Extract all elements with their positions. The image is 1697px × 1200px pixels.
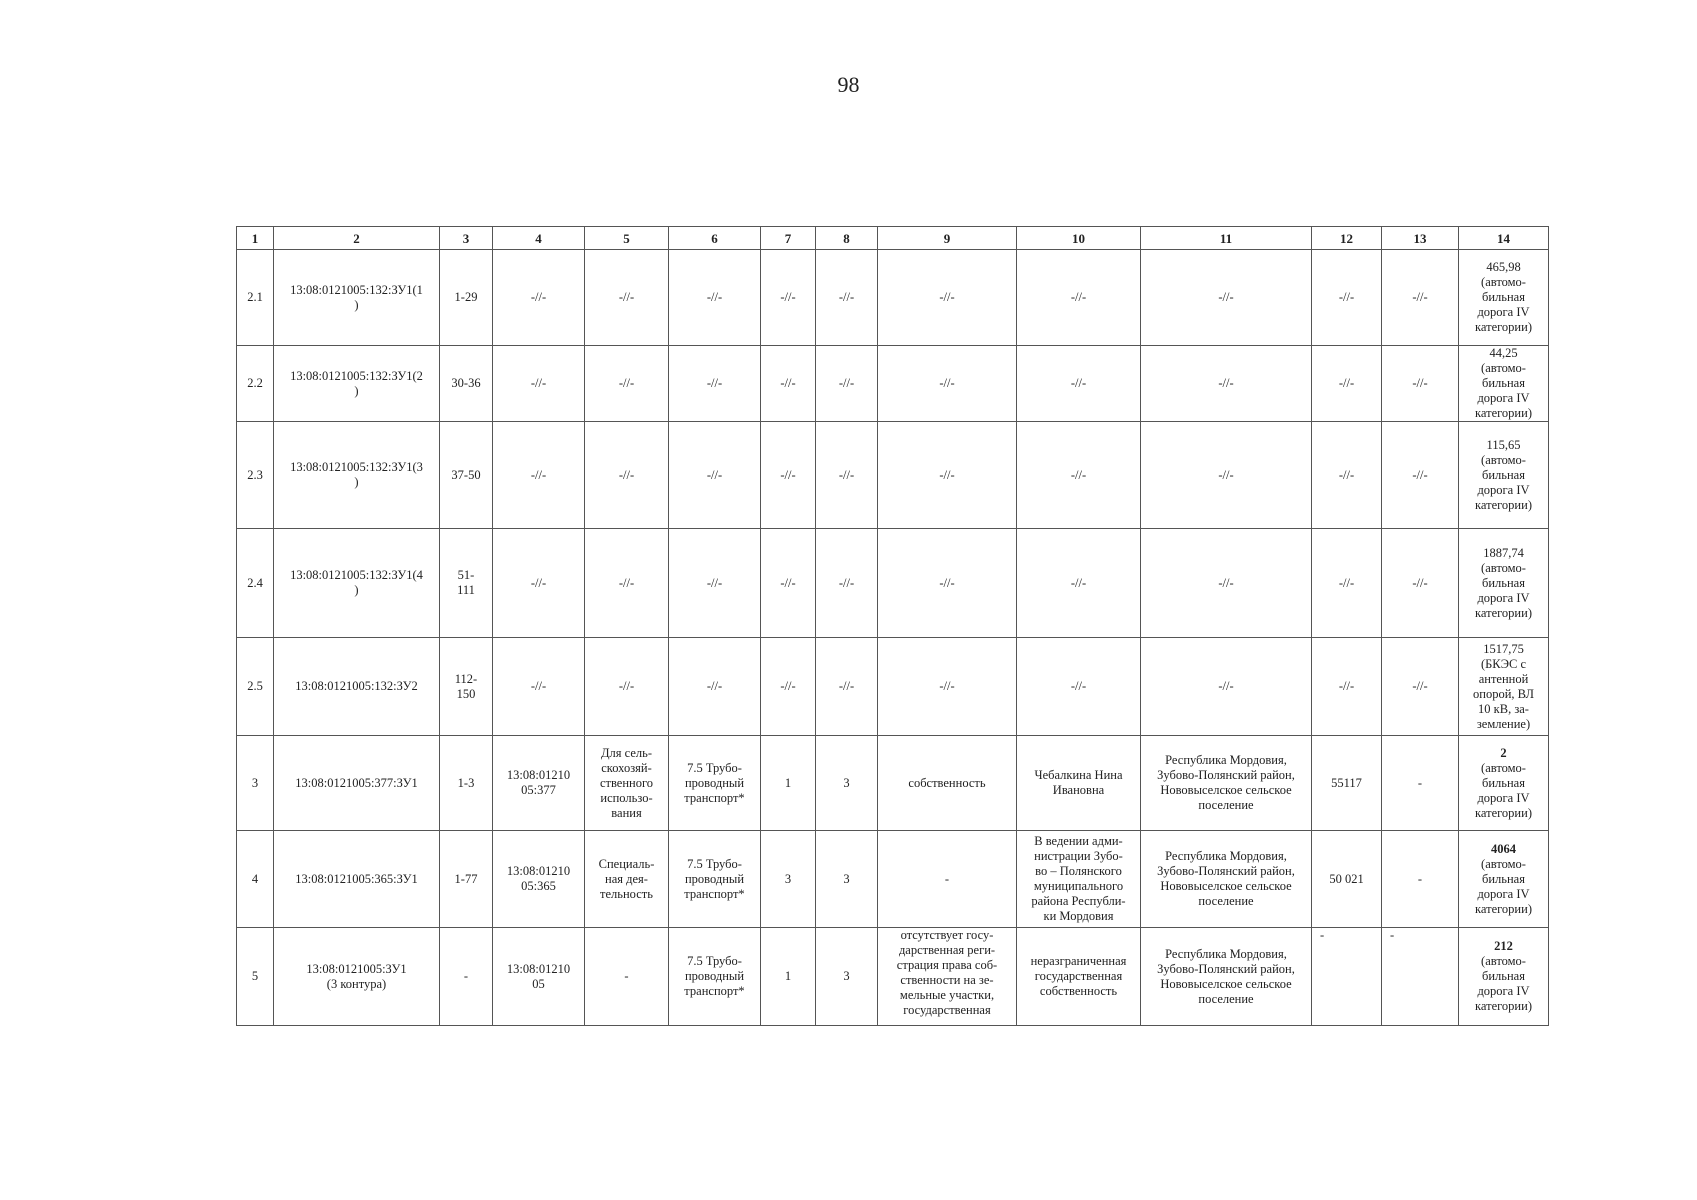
col13-value-cell: - [1382, 831, 1459, 928]
owner-cell: Чебалкина Нина Ивановна [1017, 736, 1141, 831]
encumbrance-area-cell [1459, 831, 1549, 928]
encumbrance-description: (БКЭС с антенной опорой, ВЛ 10 кВ, за- земление) [1473, 656, 1534, 731]
land-plots-table [236, 226, 1549, 1026]
column-header-14: 14 [1459, 227, 1549, 250]
encumbrance-description: (автомо- бильная дорога IV категории) [1475, 275, 1532, 334]
col13-value-cell: -//- [1382, 346, 1459, 422]
right-type-cell: собственность [878, 736, 1017, 831]
right-type-cell: -//- [878, 422, 1017, 529]
area-cell: -//- [1312, 529, 1382, 638]
point-range-cell: - [440, 928, 493, 1026]
col8-value-cell: 3 [816, 831, 878, 928]
right-type-cell: -//- [878, 529, 1017, 638]
location-cell: -//- [1141, 638, 1312, 736]
col8-value-cell: 3 [816, 928, 878, 1026]
land-use-cell: Специаль- ная дея- тельность [585, 831, 669, 928]
permitted-use-cell: 7.5 Трубо- проводный транспорт* [669, 736, 761, 831]
col7-value-cell: 1 [761, 736, 816, 831]
col7-value-cell: -//- [761, 250, 816, 346]
cadastral-number-cell: 13:08:0121005:365:ЗУ1 [274, 831, 440, 928]
location-cell: Республика Мордовия, Зубово-Полянский район, Нововыселское сельское поселение [1141, 736, 1312, 831]
land-use-cell: -//- [585, 638, 669, 736]
row-number-cell: 2.2 [237, 346, 274, 422]
column-header-6: 6 [669, 227, 761, 250]
owner-cell: неразграниченная государственная собственность [1017, 928, 1141, 1026]
land-use-cell: Для сель- скохозяй- ственного использо- вания [585, 736, 669, 831]
column-header-12: 12 [1312, 227, 1382, 250]
parent-plot-cell: -//- [493, 346, 585, 422]
area-cell: - [1312, 928, 1382, 1026]
col8-value-cell: -//- [816, 346, 878, 422]
location-cell: -//- [1141, 529, 1312, 638]
column-header-13: 13 [1382, 227, 1459, 250]
point-range-cell: 1-29 [440, 250, 493, 346]
permitted-use-cell: 7.5 Трубо- проводный транспорт* [669, 831, 761, 928]
col13-value-cell: -//- [1382, 638, 1459, 736]
table-row [237, 422, 1549, 529]
col13-value-cell: -//- [1382, 422, 1459, 529]
encumbrance-area-value: 115,65 [1486, 437, 1521, 452]
column-header-10: 10 [1017, 227, 1141, 250]
area-cell: -//- [1312, 422, 1382, 529]
permitted-use-cell: -//- [669, 346, 761, 422]
col13-value-cell: -//- [1382, 529, 1459, 638]
col7-value-cell: -//- [761, 638, 816, 736]
table-row [237, 928, 1549, 1026]
location-cell: Республика Мордовия, Зубово-Полянский район, Нововыселское сельское поселение [1141, 831, 1312, 928]
location-cell: -//- [1141, 346, 1312, 422]
permitted-use-cell: -//- [669, 529, 761, 638]
encumbrance-area-value: 212 [1494, 939, 1513, 953]
parent-plot-cell: -//- [493, 422, 585, 529]
point-range-cell: 1-77 [440, 831, 493, 928]
cadastral-number-cell: 13:08:0121005:ЗУ1 (3 контура) [274, 928, 440, 1026]
owner-cell: В ведении адми- нистрации Зубо- во – Полянского муниципального района Республи- ки Мордовия [1017, 831, 1141, 928]
encumbrance-area-value: 1517,75 [1483, 641, 1524, 656]
encumbrance-description: (автомо- бильная дорога IV категории) [1475, 856, 1532, 916]
area-cell: -//- [1312, 346, 1382, 422]
location-cell: Республика Мордовия, Зубово-Полянский район, Нововыселское сельское поселение [1141, 928, 1312, 1026]
owner-cell: -//- [1017, 346, 1141, 422]
row-number-cell: 2.1 [237, 250, 274, 346]
land-use-cell: - [585, 928, 669, 1026]
cadastral-number-cell: 13:08:0121005:132:ЗУ2 [274, 638, 440, 736]
col8-value-cell: 3 [816, 736, 878, 831]
column-header-7: 7 [761, 227, 816, 250]
right-type-cell: -//- [878, 346, 1017, 422]
encumbrance-area-cell [1459, 346, 1549, 422]
row-number-cell: 5 [237, 928, 274, 1026]
land-use-cell: -//- [585, 422, 669, 529]
location-cell: -//- [1141, 422, 1312, 529]
row-number-cell: 2.5 [237, 638, 274, 736]
cadastral-number-cell: 13:08:0121005:132:ЗУ1(4 ) [274, 529, 440, 638]
row-number-cell: 4 [237, 831, 274, 928]
point-range-cell: 51- 111 [440, 529, 493, 638]
land-use-cell: -//- [585, 250, 669, 346]
cadastral-number-cell: 13:08:0121005:377:ЗУ1 [274, 736, 440, 831]
encumbrance-description: (автомо- бильная дорога IV категории) [1475, 452, 1532, 512]
encumbrance-area-cell [1459, 422, 1549, 529]
encumbrance-description: (автомо- бильная дорога IV категории) [1475, 760, 1532, 820]
column-header-11: 11 [1141, 227, 1312, 250]
land-use-cell: -//- [585, 529, 669, 638]
encumbrance-area-value: 4064 [1491, 841, 1516, 856]
point-range-cell: 37-50 [440, 422, 493, 529]
point-range-cell: 1-3 [440, 736, 493, 831]
col8-value-cell: -//- [816, 638, 878, 736]
column-header-4: 4 [493, 227, 585, 250]
encumbrance-area-value: 2 [1500, 745, 1507, 760]
table-row [237, 529, 1549, 638]
col8-value-cell: -//- [816, 422, 878, 529]
owner-cell: -//- [1017, 422, 1141, 529]
point-range-cell: 112- 150 [440, 638, 493, 736]
parent-plot-cell: -//- [493, 250, 585, 346]
parent-plot-cell: 13:08:01210 05 [493, 928, 585, 1026]
encumbrance-area-cell [1459, 250, 1549, 346]
encumbrance-area-cell [1459, 736, 1549, 831]
encumbrance-description: (автомо- бильная дорога IV категории) [1475, 954, 1532, 1013]
area-cell: 55117 [1312, 736, 1382, 831]
right-type-cell: отсутствует госу- дарственная реги- страция права соб- ственности на зе- мельные участки, государственная [878, 928, 1017, 1026]
right-type-cell: -//- [878, 250, 1017, 346]
permitted-use-cell: -//- [669, 638, 761, 736]
col13-value-cell: -//- [1382, 250, 1459, 346]
column-header-5: 5 [585, 227, 669, 250]
table-row [237, 831, 1549, 928]
row-number-cell: 2.3 [237, 422, 274, 529]
right-type-cell: - [878, 831, 1017, 928]
column-header-1: 1 [237, 227, 274, 250]
encumbrance-description: (автомо- бильная дорога IV категории) [1475, 361, 1532, 420]
header-row [237, 227, 1549, 250]
point-range-cell: 30-36 [440, 346, 493, 422]
table-row [237, 250, 1549, 346]
permitted-use-cell: -//- [669, 422, 761, 529]
owner-cell: -//- [1017, 529, 1141, 638]
location-cell: -//- [1141, 250, 1312, 346]
col8-value-cell: -//- [816, 250, 878, 346]
encumbrance-area-value: 1887,74 [1483, 545, 1524, 560]
col13-value-cell: - [1382, 928, 1459, 1026]
permitted-use-cell: 7.5 Трубо- проводный транспорт* [669, 928, 761, 1026]
encumbrance-area-cell [1459, 529, 1549, 638]
owner-cell: -//- [1017, 250, 1141, 346]
encumbrance-area-cell [1459, 638, 1549, 736]
col7-value-cell: -//- [761, 346, 816, 422]
parent-plot-cell: -//- [493, 529, 585, 638]
permitted-use-cell: -//- [669, 250, 761, 346]
cadastral-number-cell: 13:08:0121005:132:ЗУ1(2 ) [274, 346, 440, 422]
col7-value-cell: -//- [761, 529, 816, 638]
area-cell: 50 021 [1312, 831, 1382, 928]
page-number: 98 [837, 72, 860, 97]
land-use-cell: -//- [585, 346, 669, 422]
col7-value-cell: -//- [761, 422, 816, 529]
table-row [237, 638, 1549, 736]
column-header-8: 8 [816, 227, 878, 250]
column-header-2: 2 [274, 227, 440, 250]
column-header-3: 3 [440, 227, 493, 250]
cadastral-number-cell: 13:08:0121005:132:ЗУ1(3 ) [274, 422, 440, 529]
col7-value-cell: 1 [761, 928, 816, 1026]
column-header-9: 9 [878, 227, 1017, 250]
area-cell: -//- [1312, 250, 1382, 346]
encumbrance-area-value: 465,98 [1486, 260, 1521, 274]
parent-plot-cell: 13:08:01210 05:365 [493, 831, 585, 928]
owner-cell: -//- [1017, 638, 1141, 736]
parent-plot-cell: -//- [493, 638, 585, 736]
encumbrance-area-cell [1459, 928, 1549, 1026]
encumbrance-description: (автомо- бильная дорога IV категории) [1475, 560, 1532, 620]
encumbrance-area-value: 44,25 [1489, 346, 1518, 360]
col8-value-cell: -//- [816, 529, 878, 638]
col13-value-cell: - [1382, 736, 1459, 831]
row-number-cell: 2.4 [237, 529, 274, 638]
row-number-cell: 3 [237, 736, 274, 831]
cadastral-number-cell: 13:08:0121005:132:ЗУ1(1 ) [274, 250, 440, 346]
parent-plot-cell: 13:08:01210 05:377 [493, 736, 585, 831]
area-cell: -//- [1312, 638, 1382, 736]
right-type-cell: -//- [878, 638, 1017, 736]
table-row [237, 736, 1549, 831]
table-row [237, 346, 1549, 422]
col7-value-cell: 3 [761, 831, 816, 928]
